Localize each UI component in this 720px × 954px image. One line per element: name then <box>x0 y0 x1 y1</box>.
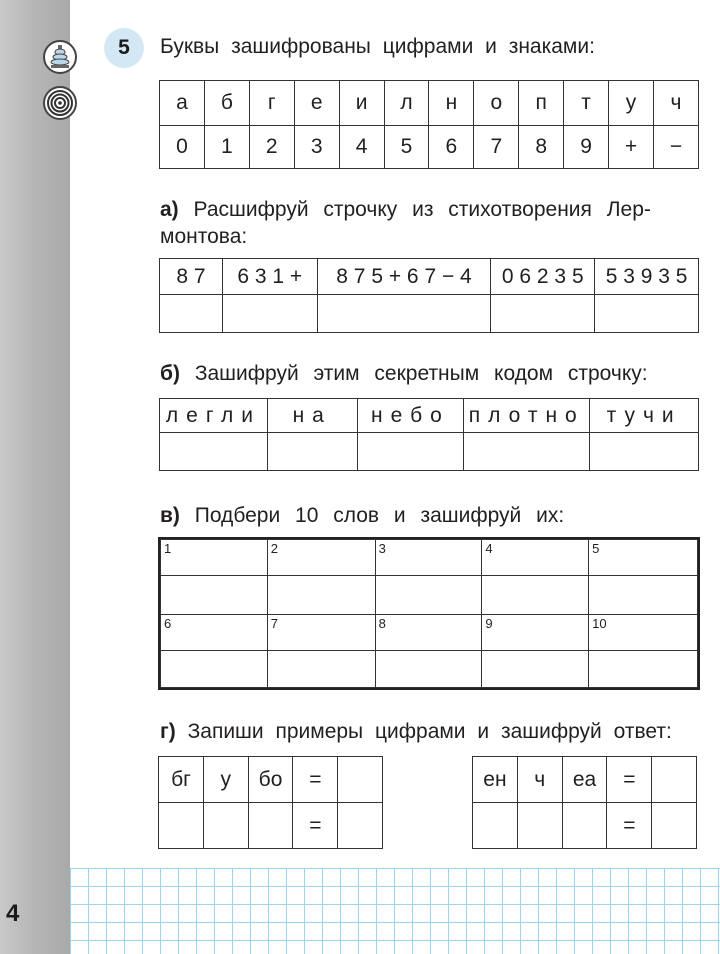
task-title: Буквы зашифрованы цифрами и знаками: <box>160 35 595 58</box>
left-margin-band <box>0 0 70 954</box>
cipher-answer-cell[interactable] <box>375 651 482 688</box>
cipher-answer-cell[interactable] <box>482 651 589 688</box>
answer-cell[interactable] <box>357 433 464 471</box>
answer-cell[interactable] <box>160 433 268 471</box>
digit-cell[interactable] <box>517 803 562 849</box>
part-b-table <box>159 398 699 471</box>
key-code-cell: + <box>609 126 654 169</box>
cipher-answer-cell[interactable] <box>161 651 268 688</box>
cipher-answer-cell[interactable] <box>375 576 482 615</box>
cipher-key-table <box>159 80 699 169</box>
page-number: 4 <box>6 900 20 927</box>
code-cell: 8 7 5 + 6 7 − 4 <box>317 259 491 295</box>
expression-cell: у <box>203 757 248 803</box>
key-code-cell: − <box>653 126 698 169</box>
part-g-right-table <box>472 756 697 849</box>
key-code-cell: 7 <box>474 126 519 169</box>
part-v-text: в) Подбери 10 слов и зашифруй их: <box>160 504 565 527</box>
expression-cell: ен <box>473 757 518 803</box>
word-number-cell[interactable]: 10 <box>589 615 698 651</box>
key-letter-cell: и <box>339 81 384 126</box>
word-number-cell[interactable]: 9 <box>482 615 589 651</box>
graph-paper-area <box>70 868 720 954</box>
equals-cell: = <box>607 803 652 849</box>
part-a-text: а) Расшифруй строчку из стихотворения Лер- <box>160 198 651 221</box>
word-cell: плотно <box>464 399 590 433</box>
key-letter-cell: л <box>384 81 429 126</box>
cipher-answer-cell[interactable] <box>589 576 698 615</box>
answer-cell[interactable] <box>464 433 590 471</box>
key-code-cell: 1 <box>204 126 249 169</box>
key-letter-cell: г <box>249 81 294 126</box>
key-code-cell: 5 <box>384 126 429 169</box>
result-cell[interactable] <box>652 803 697 849</box>
key-letter-cell: о <box>474 81 519 126</box>
answer-cell[interactable] <box>491 295 595 333</box>
result-cell[interactable] <box>338 757 383 803</box>
key-code-cell: 3 <box>294 126 339 169</box>
cipher-answer-cell[interactable] <box>267 576 375 615</box>
expression-cell: бо <box>248 757 293 803</box>
part-a-table <box>159 258 699 333</box>
part-g-left-table <box>158 756 383 849</box>
digit-cell[interactable] <box>203 803 248 849</box>
key-letter-cell: н <box>429 81 474 126</box>
key-letter-cell: п <box>519 81 564 126</box>
digit-cell[interactable] <box>248 803 293 849</box>
key-code-cell: 0 <box>160 126 205 169</box>
word-cell: тучи <box>590 399 699 433</box>
part-b-text: б) Зашифруй этим секретным кодом строчку: <box>160 362 648 385</box>
key-letter-cell: а <box>160 81 205 126</box>
expression-cell: = <box>293 757 338 803</box>
answer-cell[interactable] <box>267 433 357 471</box>
result-cell[interactable] <box>338 803 383 849</box>
word-number-cell[interactable]: 2 <box>267 540 375 576</box>
key-code-cell: 9 <box>564 126 609 169</box>
part-v-table <box>160 539 698 688</box>
word-number-cell[interactable]: 4 <box>482 540 589 576</box>
code-cell: 0 6 2 3 5 <box>491 259 595 295</box>
key-code-cell: 8 <box>519 126 564 169</box>
answer-cell[interactable] <box>595 295 699 333</box>
key-code-cell: 4 <box>339 126 384 169</box>
key-letter-cell: б <box>204 81 249 126</box>
spiral-icon <box>43 86 77 120</box>
key-letter-cell: т <box>564 81 609 126</box>
cipher-answer-cell[interactable] <box>589 651 698 688</box>
digit-cell[interactable] <box>562 803 607 849</box>
equals-cell: = <box>293 803 338 849</box>
word-number-cell[interactable]: 5 <box>589 540 698 576</box>
result-cell[interactable] <box>652 757 697 803</box>
answer-cell[interactable] <box>222 295 317 333</box>
key-letter-cell: у <box>609 81 654 126</box>
code-cell: 5 3 9 3 5 <box>595 259 699 295</box>
cipher-answer-cell[interactable] <box>482 576 589 615</box>
word-number-cell[interactable]: 6 <box>161 615 268 651</box>
cipher-answer-cell[interactable] <box>161 576 268 615</box>
word-number-cell[interactable]: 7 <box>267 615 375 651</box>
digit-cell[interactable] <box>159 803 204 849</box>
expression-cell: ч <box>517 757 562 803</box>
key-code-cell: 6 <box>429 126 474 169</box>
expression-cell: = <box>607 757 652 803</box>
word-number-cell[interactable]: 8 <box>375 615 482 651</box>
key-letter-cell: е <box>294 81 339 126</box>
word-number-cell[interactable]: 1 <box>161 540 268 576</box>
task-number-badge: 5 <box>104 28 144 68</box>
code-cell: 6 3 1 + <box>222 259 317 295</box>
answer-cell[interactable] <box>590 433 699 471</box>
expression-cell: бг <box>159 757 204 803</box>
word-cell: на <box>267 399 357 433</box>
digit-cell[interactable] <box>473 803 518 849</box>
code-cell: 8 7 <box>160 259 223 295</box>
key-letter-cell: ч <box>653 81 698 126</box>
word-cell: легли <box>160 399 268 433</box>
answer-cell[interactable] <box>160 295 223 333</box>
part-a-text-cont: монтова: <box>160 225 248 248</box>
word-cell: небо <box>357 399 464 433</box>
expression-cell: еа <box>562 757 607 803</box>
key-code-cell: 2 <box>249 126 294 169</box>
cipher-answer-cell[interactable] <box>267 651 375 688</box>
part-g-text: г) Запиши примеры цифрами и зашифруй ответ: <box>160 720 672 743</box>
word-number-cell[interactable]: 3 <box>375 540 482 576</box>
pyramid-icon <box>43 40 77 74</box>
answer-cell[interactable] <box>317 295 491 333</box>
